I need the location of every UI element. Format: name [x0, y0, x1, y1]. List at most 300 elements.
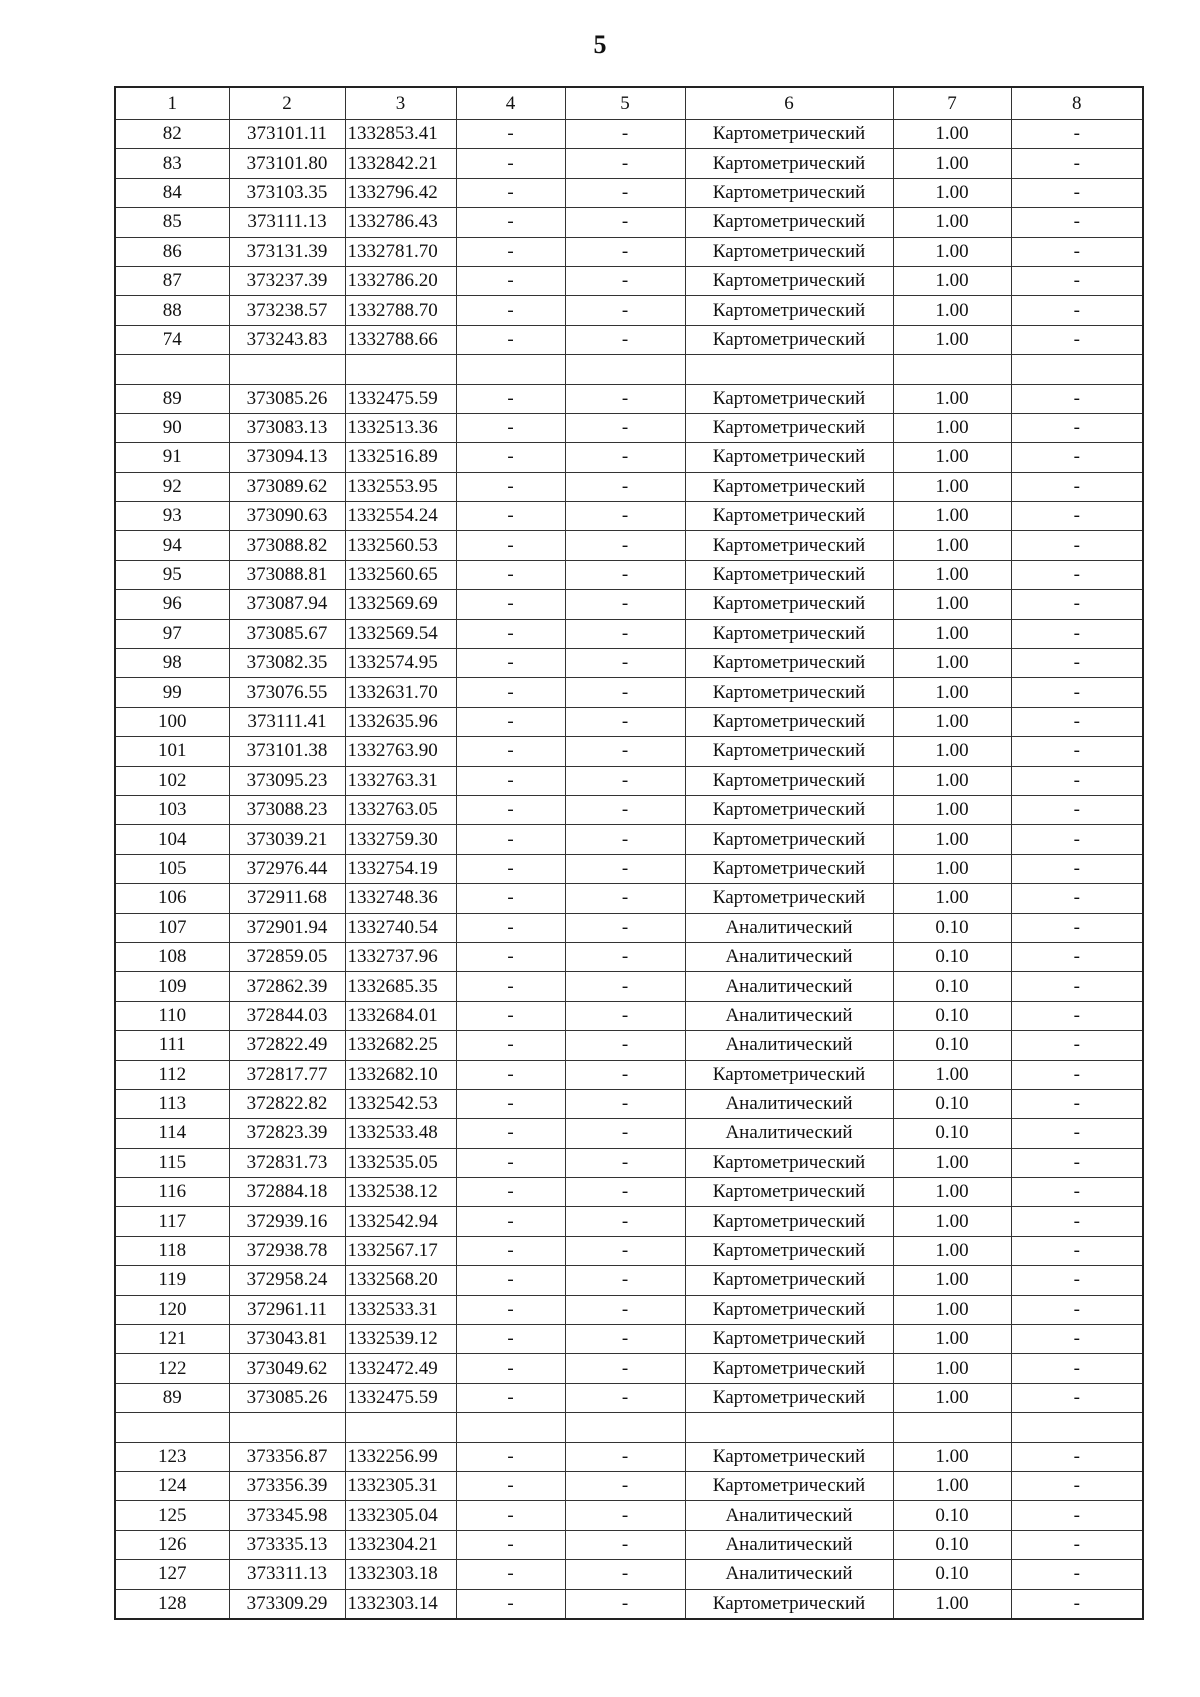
table-cell: 373356.87 [229, 1442, 345, 1471]
table-cell: Аналитический [685, 972, 893, 1001]
table-cell: 114 [115, 1119, 229, 1148]
table-row [115, 560, 1143, 589]
table-cell: 1332553.95 [345, 472, 456, 501]
table-row [115, 1471, 1143, 1500]
table-cell: - [1011, 972, 1143, 1001]
table-cell: 103 [115, 795, 229, 824]
table-row [115, 413, 1143, 442]
table-row [115, 1148, 1143, 1177]
table-cell: - [565, 1295, 685, 1324]
table-cell: - [565, 1031, 685, 1060]
table-cell: 89 [115, 1383, 229, 1412]
table-cell: 1.00 [893, 1236, 1011, 1265]
table-row [115, 325, 1143, 354]
table-cell: 83 [115, 149, 229, 178]
table-cell: 1.00 [893, 296, 1011, 325]
table-cell: - [456, 1178, 565, 1207]
table-cell: 1.00 [893, 443, 1011, 472]
table-row [115, 972, 1143, 1001]
table-cell: Картометрический [685, 560, 893, 589]
column-header: 8 [1011, 87, 1143, 120]
table-cell: 96 [115, 590, 229, 619]
table-cell: - [565, 766, 685, 795]
table-cell: - [1011, 707, 1143, 736]
table-cell: - [1011, 1501, 1143, 1530]
table-cell: 1.00 [893, 325, 1011, 354]
table-cell: 115 [115, 1148, 229, 1177]
page-number: 5 [593, 30, 607, 59]
table-cell: - [565, 178, 685, 207]
table-cell: 1332305.31 [345, 1471, 456, 1500]
header-row [115, 87, 1143, 120]
table-cell: - [565, 1207, 685, 1236]
table-cell: 1332256.99 [345, 1442, 456, 1471]
table-cell: 111 [115, 1031, 229, 1060]
table-cell: - [1011, 1589, 1143, 1619]
table-cell: 89 [115, 384, 229, 413]
table-cell: - [1011, 413, 1143, 442]
table-cell: 118 [115, 1236, 229, 1265]
table-cell: 109 [115, 972, 229, 1001]
table-cell: - [1011, 1001, 1143, 1030]
column-header: 4 [456, 87, 565, 120]
table-cell: 126 [115, 1530, 229, 1559]
table-cell: Картометрический [685, 178, 893, 207]
table-cell: - [456, 825, 565, 854]
column-header: 6 [685, 87, 893, 120]
table-cell: 0.10 [893, 972, 1011, 1001]
table-cell: 373088.81 [229, 560, 345, 589]
table-cell: 0.10 [893, 1560, 1011, 1589]
table-cell: 124 [115, 1471, 229, 1500]
table-cell: 1332475.59 [345, 1383, 456, 1412]
table-cell: 1332763.90 [345, 737, 456, 766]
table-cell: 1332560.65 [345, 560, 456, 589]
table-cell: - [456, 1119, 565, 1148]
table-cell: - [456, 707, 565, 736]
table-cell: 1332682.10 [345, 1060, 456, 1089]
table-row [115, 149, 1143, 178]
table-cell: 1332682.25 [345, 1031, 456, 1060]
table-cell: 1.00 [893, 384, 1011, 413]
table-cell: 373085.26 [229, 1383, 345, 1412]
table-cell: - [1011, 884, 1143, 913]
table-row [115, 1589, 1143, 1619]
table-cell: - [1011, 178, 1143, 207]
table-cell: 105 [115, 854, 229, 883]
table-cell: - [1011, 384, 1143, 413]
table-cell [115, 355, 229, 384]
table-cell: - [565, 1530, 685, 1559]
table-cell: 1332759.30 [345, 825, 456, 854]
table-cell: 95 [115, 560, 229, 589]
table-cell: - [565, 1119, 685, 1148]
table-cell: - [456, 1295, 565, 1324]
table-cell: 1.00 [893, 413, 1011, 442]
table-cell: 373039.21 [229, 825, 345, 854]
table-cell: 1.00 [893, 1178, 1011, 1207]
table-cell: - [565, 884, 685, 913]
table-cell: 1.00 [893, 1295, 1011, 1324]
table-cell [456, 1413, 565, 1442]
table-cell: - [1011, 325, 1143, 354]
table-cell: - [1011, 1530, 1143, 1559]
table-cell: 1.00 [893, 854, 1011, 883]
table-row [115, 1325, 1143, 1354]
table-cell: 1332560.53 [345, 531, 456, 560]
table-cell: 91 [115, 443, 229, 472]
table-cell: 1.00 [893, 472, 1011, 501]
table-cell: 1.00 [893, 502, 1011, 531]
table-cell: 113 [115, 1089, 229, 1118]
table-cell: 372901.94 [229, 913, 345, 942]
table-cell: - [456, 766, 565, 795]
table-cell: Картометрический [685, 296, 893, 325]
table-cell: 1332842.21 [345, 149, 456, 178]
table-cell: - [1011, 766, 1143, 795]
table-cell: - [1011, 1354, 1143, 1383]
table-row [115, 1501, 1143, 1530]
table-cell: 99 [115, 678, 229, 707]
table-cell: 1.00 [893, 266, 1011, 295]
table-cell: 102 [115, 766, 229, 795]
table-cell: Картометрический [685, 737, 893, 766]
table-cell: 373085.26 [229, 384, 345, 413]
table-row [115, 707, 1143, 736]
table-cell: - [456, 149, 565, 178]
table-cell: 373238.57 [229, 296, 345, 325]
table-cell: 1332737.96 [345, 942, 456, 971]
table-cell: 1332516.89 [345, 443, 456, 472]
table-cell: Картометрический [685, 1207, 893, 1236]
table-row [115, 1295, 1143, 1324]
table-row [115, 766, 1143, 795]
table-row [115, 208, 1143, 237]
table-cell: - [456, 1148, 565, 1177]
table-cell: 1.00 [893, 766, 1011, 795]
table-row [115, 1530, 1143, 1559]
table-cell: 373237.39 [229, 266, 345, 295]
coordinates-table [114, 86, 1144, 1620]
table-cell: 1332568.20 [345, 1266, 456, 1295]
table-cell: 1332472.49 [345, 1354, 456, 1383]
table-row [115, 913, 1143, 942]
table-cell: Картометрический [685, 854, 893, 883]
table-cell: 117 [115, 1207, 229, 1236]
table-row [115, 590, 1143, 619]
table-cell: - [1011, 1295, 1143, 1324]
table-cell: Картометрический [685, 384, 893, 413]
table-cell: Картометрический [685, 1383, 893, 1412]
table-cell: Аналитический [685, 913, 893, 942]
table-cell: 372859.05 [229, 942, 345, 971]
table-cell: - [1011, 649, 1143, 678]
table-cell: 1.00 [893, 1207, 1011, 1236]
table-cell: 372884.18 [229, 1178, 345, 1207]
table-cell: - [456, 795, 565, 824]
table-row [115, 1060, 1143, 1089]
table-cell: 122 [115, 1354, 229, 1383]
table-cell: - [565, 1266, 685, 1295]
table-cell: 373111.41 [229, 707, 345, 736]
table-cell: - [456, 1207, 565, 1236]
table-cell: 1.00 [893, 237, 1011, 266]
table-cell: Картометрический [685, 1236, 893, 1265]
table-cell: 373082.35 [229, 649, 345, 678]
table-cell: 1332542.94 [345, 1207, 456, 1236]
table-cell: 0.10 [893, 1119, 1011, 1148]
table-cell [685, 1413, 893, 1442]
table-cell: 110 [115, 1001, 229, 1030]
table-cell: 373243.83 [229, 325, 345, 354]
table-cell: 372938.78 [229, 1236, 345, 1265]
table-cell: - [456, 472, 565, 501]
table-cell: 1.00 [893, 531, 1011, 560]
table-cell: 1332853.41 [345, 120, 456, 149]
table-cell: - [456, 1442, 565, 1471]
table-cell: 1.00 [893, 1442, 1011, 1471]
table-cell: - [1011, 854, 1143, 883]
table-cell: - [456, 1089, 565, 1118]
table-cell [565, 355, 685, 384]
table-cell: - [456, 208, 565, 237]
table-cell: 372958.24 [229, 1266, 345, 1295]
table-cell: 1332788.70 [345, 296, 456, 325]
table-row [115, 854, 1143, 883]
table-cell: Картометрический [685, 443, 893, 472]
table-cell: 1.00 [893, 1060, 1011, 1089]
table-cell: 373311.13 [229, 1560, 345, 1589]
table-cell: - [1011, 1207, 1143, 1236]
table-cell: 1332513.36 [345, 413, 456, 442]
table-row [115, 678, 1143, 707]
table-cell: Картометрический [685, 472, 893, 501]
table-cell: - [1011, 678, 1143, 707]
table-row [115, 120, 1143, 149]
table-cell: Картометрический [685, 884, 893, 913]
table-cell: 0.10 [893, 1530, 1011, 1559]
table-cell: 372961.11 [229, 1295, 345, 1324]
table-cell: Картометрический [685, 1060, 893, 1089]
table-cell: - [1011, 825, 1143, 854]
table-cell: - [456, 942, 565, 971]
table-cell: 0.10 [893, 1001, 1011, 1030]
table-cell: 1332684.01 [345, 1001, 456, 1030]
table-cell: - [565, 737, 685, 766]
table-cell: 373095.23 [229, 766, 345, 795]
table-cell: - [565, 590, 685, 619]
table-body [115, 120, 1143, 1619]
table-cell: Аналитический [685, 1089, 893, 1118]
table-cell: - [565, 707, 685, 736]
table-cell: 373101.80 [229, 149, 345, 178]
table-cell: - [456, 1560, 565, 1589]
table-cell: Картометрический [685, 325, 893, 354]
table-cell: 373094.13 [229, 443, 345, 472]
table-cell: 1.00 [893, 1383, 1011, 1412]
table-cell: Картометрический [685, 590, 893, 619]
table-cell: - [456, 531, 565, 560]
table-cell: - [456, 502, 565, 531]
table-cell: - [1011, 1119, 1143, 1148]
table-cell: - [565, 1060, 685, 1089]
table-cell: Картометрический [685, 1178, 893, 1207]
table-cell: - [565, 795, 685, 824]
table-cell: 1332475.59 [345, 384, 456, 413]
table-cell: 373087.94 [229, 590, 345, 619]
table-cell: 1332754.19 [345, 854, 456, 883]
table-cell: 123 [115, 1442, 229, 1471]
table-cell: - [565, 120, 685, 149]
table-cell: Картометрический [685, 237, 893, 266]
table-cell: - [456, 854, 565, 883]
table-cell [893, 1413, 1011, 1442]
table-cell: - [565, 266, 685, 295]
table-cell: 1332631.70 [345, 678, 456, 707]
table-cell: - [565, 560, 685, 589]
table-cell: 101 [115, 737, 229, 766]
table-cell: Картометрический [685, 266, 893, 295]
table-cell: - [565, 1589, 685, 1619]
table-cell: 373103.35 [229, 178, 345, 207]
table-cell: - [565, 1148, 685, 1177]
table-cell: - [565, 678, 685, 707]
table-cell: 1332786.20 [345, 266, 456, 295]
table-cell: - [456, 296, 565, 325]
table-cell [345, 355, 456, 384]
table-cell: - [456, 1530, 565, 1559]
table-row [115, 178, 1143, 207]
table-cell: Картометрический [685, 649, 893, 678]
table-cell: 1332304.21 [345, 1530, 456, 1559]
table-row [115, 737, 1143, 766]
table-cell: - [565, 149, 685, 178]
table-cell: 1332303.14 [345, 1589, 456, 1619]
table-cell: - [1011, 1383, 1143, 1412]
table-cell: - [1011, 1148, 1143, 1177]
table-cell: 373131.39 [229, 237, 345, 266]
table-cell: - [456, 120, 565, 149]
table-cell: 1.00 [893, 825, 1011, 854]
table-cell: - [456, 178, 565, 207]
table-row [115, 296, 1143, 325]
table-cell: - [1011, 443, 1143, 472]
table-cell: 1332554.24 [345, 502, 456, 531]
table-cell: 0.10 [893, 1089, 1011, 1118]
table-cell: 112 [115, 1060, 229, 1089]
table-cell: 373049.62 [229, 1354, 345, 1383]
table-cell: 128 [115, 1589, 229, 1619]
table-cell: - [456, 590, 565, 619]
table-row [115, 825, 1143, 854]
table-cell: - [1011, 1089, 1143, 1118]
table-cell: - [1011, 1236, 1143, 1265]
table-cell: Аналитический [685, 1530, 893, 1559]
table-cell: - [1011, 502, 1143, 531]
table-row [115, 1089, 1143, 1118]
table-cell: - [1011, 296, 1143, 325]
table-cell: Аналитический [685, 1501, 893, 1530]
table-cell: Аналитический [685, 1560, 893, 1589]
table-row [115, 531, 1143, 560]
table-cell: Картометрический [685, 795, 893, 824]
table-cell: - [456, 237, 565, 266]
table-cell: 106 [115, 884, 229, 913]
table-cell: - [1011, 1442, 1143, 1471]
table-cell: 1332796.42 [345, 178, 456, 207]
table-cell: - [1011, 913, 1143, 942]
table-cell: - [456, 1354, 565, 1383]
table-cell: - [456, 972, 565, 1001]
table-cell: 1.00 [893, 649, 1011, 678]
table-cell: 1332781.70 [345, 237, 456, 266]
table-cell: 1.00 [893, 884, 1011, 913]
table-cell: Картометрический [685, 1471, 893, 1500]
table-cell: 107 [115, 913, 229, 942]
table-cell: Картометрический [685, 1148, 893, 1177]
table-cell: 1332533.48 [345, 1119, 456, 1148]
table-cell: 1.00 [893, 1266, 1011, 1295]
table-row [115, 619, 1143, 648]
table-cell: 94 [115, 531, 229, 560]
table-cell: Аналитический [685, 1031, 893, 1060]
table-cell: 373309.29 [229, 1589, 345, 1619]
table-cell: - [565, 1178, 685, 1207]
table-cell: - [456, 1471, 565, 1500]
table-cell: 373088.23 [229, 795, 345, 824]
table-cell: 1332542.53 [345, 1089, 456, 1118]
table-cell [893, 355, 1011, 384]
table-cell: 1332763.05 [345, 795, 456, 824]
table-cell: - [565, 972, 685, 1001]
table-cell: 1.00 [893, 678, 1011, 707]
table-cell: - [565, 1354, 685, 1383]
table-row [115, 384, 1143, 413]
table-cell: - [565, 825, 685, 854]
table-row [115, 649, 1143, 678]
table-cell: 86 [115, 237, 229, 266]
table-cell: - [456, 737, 565, 766]
table-cell: - [1011, 795, 1143, 824]
table-row [115, 266, 1143, 295]
table-cell: 372976.44 [229, 854, 345, 883]
table-row [115, 1207, 1143, 1236]
table-cell: - [565, 1560, 685, 1589]
table-cell: 372844.03 [229, 1001, 345, 1030]
table-cell: - [456, 1236, 565, 1265]
table-cell: 1.00 [893, 560, 1011, 589]
table-cell: Картометрический [685, 1442, 893, 1471]
table-cell: Картометрический [685, 502, 893, 531]
table-cell: 1.00 [893, 1354, 1011, 1383]
table-cell: 1332567.17 [345, 1236, 456, 1265]
table-cell: - [565, 296, 685, 325]
table-cell: 1.00 [893, 590, 1011, 619]
table-cell: 1332539.12 [345, 1325, 456, 1354]
table-cell: Картометрический [685, 1266, 893, 1295]
table-cell: 372817.77 [229, 1060, 345, 1089]
table-cell: 116 [115, 1178, 229, 1207]
table-cell: 1.00 [893, 178, 1011, 207]
table-row [115, 1442, 1143, 1471]
table-cell: 97 [115, 619, 229, 648]
table-cell [1011, 355, 1143, 384]
column-header: 7 [893, 87, 1011, 120]
table-cell: - [1011, 1471, 1143, 1500]
table-cell: 373043.81 [229, 1325, 345, 1354]
table-cell: - [456, 413, 565, 442]
table-cell: 127 [115, 1560, 229, 1589]
